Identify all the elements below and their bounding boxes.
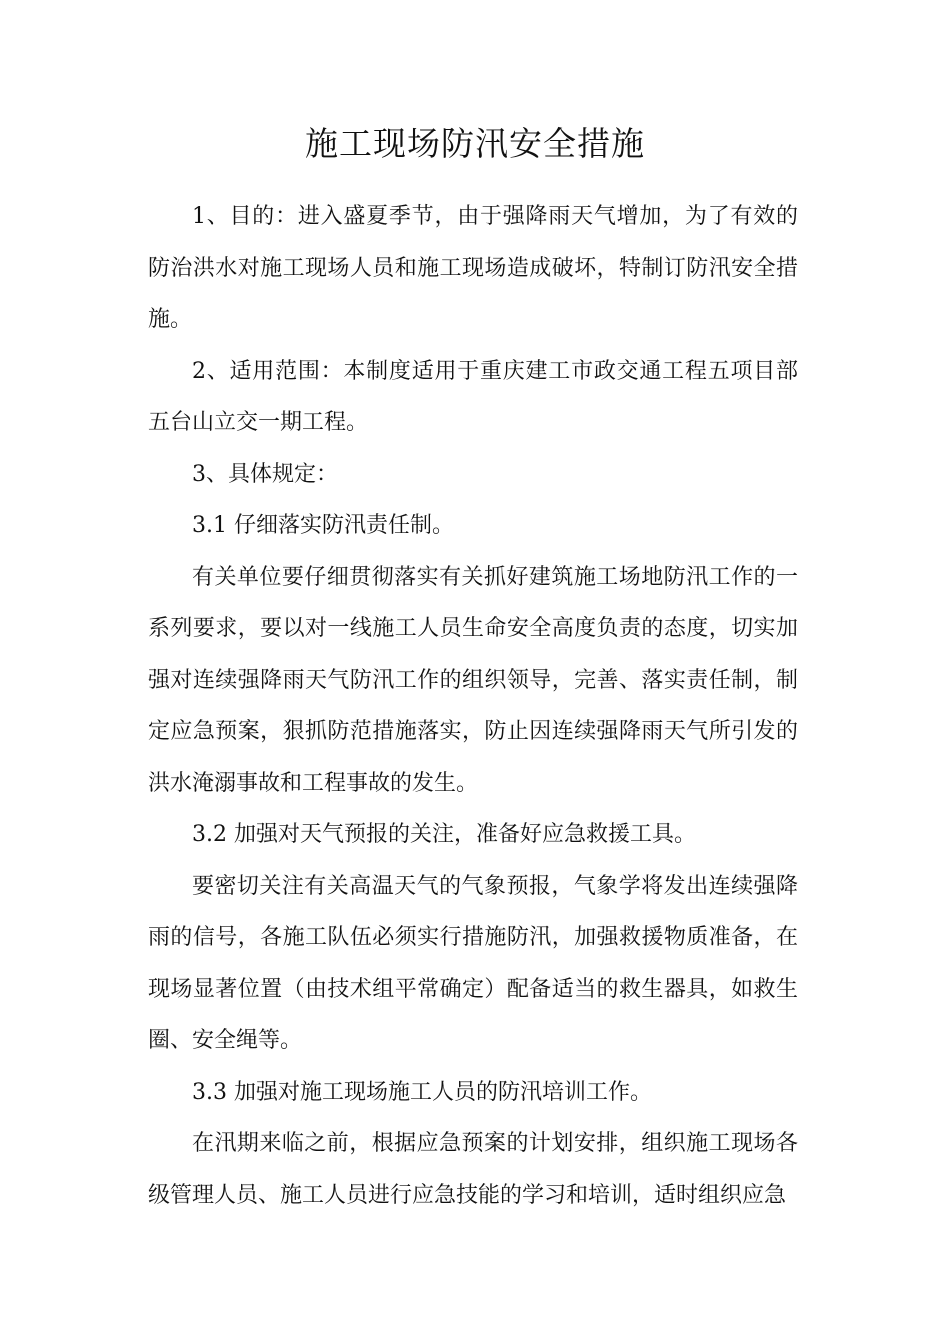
paragraph-section-3-1-body: 有关单位要仔细贯彻落实有关抓好建筑施工场地防汛工作的一系列要求，要以对一线施工人员生命安全高度负责的态度，切实加强对连续强降雨天气防汛工作的组织领导，完善、落实责任制，制定应急预案，狠抓防范措施落实，防止因连续强降雨天气所引发的洪水淹溺事故和工程事故的发生。 xyxy=(148,564,798,796)
paragraph-purpose: 1、目的：进入盛夏季节，由于强降雨天气增加，为了有效的防治洪水对施工现场人员和施工现场造成破坏，特制订防汛安全措施。 xyxy=(148,204,798,332)
document-title: 施工现场防汛安全措施 xyxy=(305,124,645,163)
paragraph-section-3-1-heading: 3.1 仔细落实防汛责任制。 xyxy=(192,513,454,538)
paragraph-scope: 2、适用范围：本制度适用于重庆建工市政交通工程五项目部五台山立交一期工程。 xyxy=(148,358,798,435)
paragraph-section-3-2-heading: 3.2 加强对天气预报的关注，准备好应急救援工具。 xyxy=(192,822,696,847)
paragraph-section-3-3-body: 在汛期来临之前，根据应急预案的计划安排，组织施工现场各级管理人员、施工人员进行应急技能的学习和培训，适时组织应急 xyxy=(148,1131,798,1208)
paragraph-rules-heading: 3、具体规定： xyxy=(192,461,338,487)
document-body xyxy=(148,191,798,1221)
paragraph-section-3-3-heading: 3.3 加强对施工现场施工人员的防汛培训工作。 xyxy=(192,1079,652,1105)
paragraph-section-3-2-body: 要密切关注有关高温天气的气象预报，气象学将发出连续强降雨的信号，各施工队伍必须实行措施防汛，加强救援物质准备，在现场显著位置（由技术组平常确定）配备适当的救生器具，如救生圈、安全绳等。 xyxy=(148,873,798,1053)
